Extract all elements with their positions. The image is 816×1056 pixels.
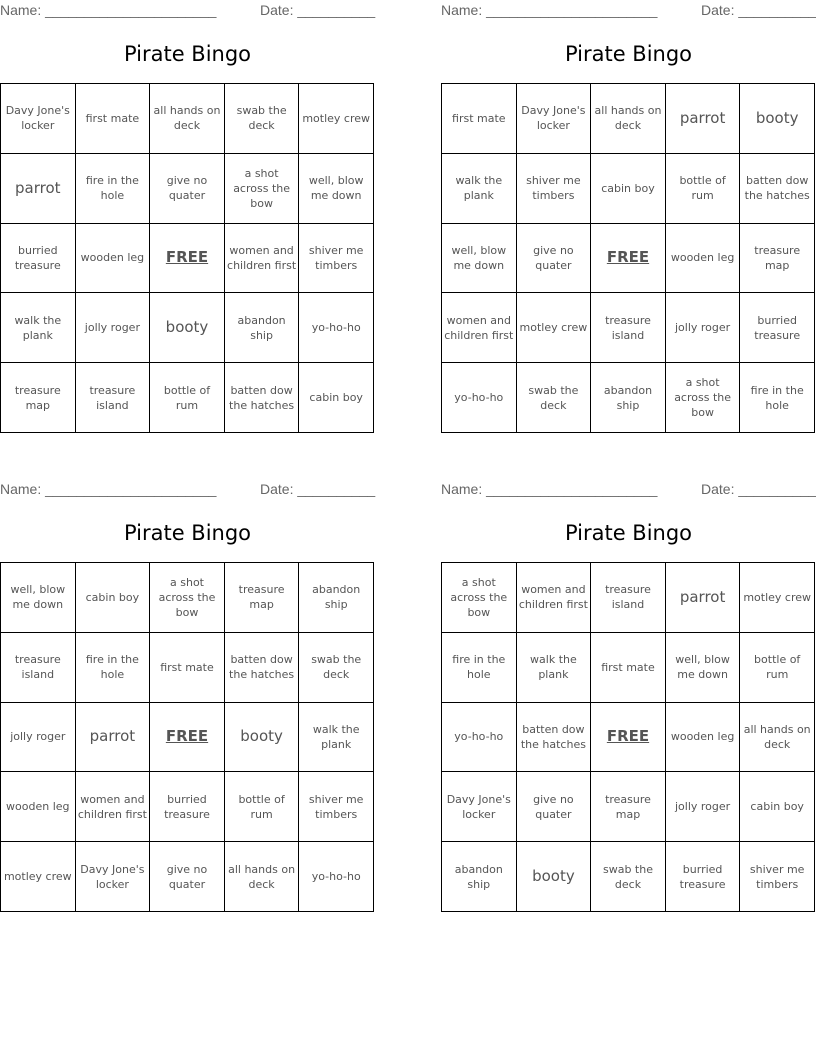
name-field-label: Name: ______________________ xyxy=(441,2,658,18)
bingo-cell: wooden leg xyxy=(666,224,741,294)
card-title: Pirate Bingo xyxy=(123,521,252,545)
card-title: Pirate Bingo xyxy=(123,42,252,66)
date-field-label: Date: __________ xyxy=(701,481,816,497)
bingo-cell: treasure island xyxy=(1,633,76,703)
bingo-cell: batten dow the hatches xyxy=(225,633,300,703)
bingo-cell: shiver me timbers xyxy=(299,224,374,294)
bingo-cell: well, blow me down xyxy=(299,154,374,224)
bingo-cell: yo-ho-ho xyxy=(299,842,374,912)
bingo-cell: walk the plank xyxy=(299,703,374,773)
bingo-cell: first mate xyxy=(76,84,151,154)
bingo-cell: parrot xyxy=(76,703,151,773)
date-field-label: Date: __________ xyxy=(260,481,376,497)
bingo-cell: give no quater xyxy=(517,224,592,294)
name-field-label: Name: ______________________ xyxy=(0,2,217,18)
bingo-cell: treasure island xyxy=(76,363,151,433)
bingo-cell: a shot across the bow xyxy=(442,563,517,633)
bingo-cell: cabin boy xyxy=(299,363,374,433)
bingo-cell: women and children first xyxy=(517,563,592,633)
bingo-cell: Davy Jone's locker xyxy=(517,84,592,154)
bingo-cell: shiver me timbers xyxy=(517,154,592,224)
bingo-cell: parrot xyxy=(1,154,76,224)
name-date-line xyxy=(0,2,375,20)
bingo-cell: give no quater xyxy=(150,154,225,224)
bingo-cell: first mate xyxy=(150,633,225,703)
bingo-grid xyxy=(0,562,374,912)
bingo-cell: motley crew xyxy=(1,842,76,912)
bingo-cell: abandon ship xyxy=(299,563,374,633)
bingo-cell: abandon ship xyxy=(225,293,300,363)
bingo-cell: batten dow the hatches xyxy=(740,154,815,224)
bingo-cell: wooden leg xyxy=(1,772,76,842)
free-space-cell: FREE xyxy=(150,703,225,773)
bingo-card-3 xyxy=(0,479,375,909)
bingo-cell: swab the deck xyxy=(591,842,666,912)
bingo-cell: a shot across the bow xyxy=(150,563,225,633)
bingo-cell: first mate xyxy=(591,633,666,703)
bingo-cell: fire in the hole xyxy=(442,633,517,703)
bingo-cell: treasure map xyxy=(740,224,815,294)
bingo-cell: treasure map xyxy=(1,363,76,433)
bingo-cell: wooden leg xyxy=(666,703,741,773)
bingo-cell: fire in the hole xyxy=(76,633,151,703)
bingo-cell: batten dow the hatches xyxy=(517,703,592,773)
bingo-cell: bottle of rum xyxy=(150,363,225,433)
bingo-cell: booty xyxy=(150,293,225,363)
bingo-cell: yo-ho-ho xyxy=(442,363,517,433)
bingo-cell: treasure map xyxy=(591,772,666,842)
bingo-cell: shiver me timbers xyxy=(740,842,815,912)
bingo-cell: jolly roger xyxy=(666,772,741,842)
bingo-cell: booty xyxy=(517,842,592,912)
date-field-label: Date: __________ xyxy=(260,2,376,18)
bingo-cell: cabin boy xyxy=(76,563,151,633)
bingo-cell: yo-ho-ho xyxy=(442,703,517,773)
name-field-label: Name: ______________________ xyxy=(441,481,658,497)
bingo-cell: cabin boy xyxy=(740,772,815,842)
bingo-card-4 xyxy=(441,479,816,909)
bingo-cell: give no quater xyxy=(517,772,592,842)
bingo-cell: yo-ho-ho xyxy=(299,293,374,363)
bingo-cell: burried treasure xyxy=(666,842,741,912)
bingo-card-2 xyxy=(441,0,816,430)
bingo-cell: fire in the hole xyxy=(76,154,151,224)
name-date-line xyxy=(441,481,816,499)
free-space-cell: FREE xyxy=(150,224,225,294)
bingo-cell: treasure island xyxy=(591,293,666,363)
card-title: Pirate Bingo xyxy=(564,42,693,66)
bingo-cell: swab the deck xyxy=(517,363,592,433)
bingo-cell: bottle of rum xyxy=(225,772,300,842)
bingo-cell: abandon ship xyxy=(442,842,517,912)
bingo-cell: jolly roger xyxy=(76,293,151,363)
free-space-cell: FREE xyxy=(591,703,666,773)
bingo-cell: well, blow me down xyxy=(666,633,741,703)
bingo-cell: all hands on deck xyxy=(225,842,300,912)
bingo-cell: Davy Jone's locker xyxy=(76,842,151,912)
bingo-cell: treasure map xyxy=(225,563,300,633)
name-field-label: Name: ______________________ xyxy=(0,481,217,497)
bingo-cell: parrot xyxy=(666,84,741,154)
bingo-cell: motley crew xyxy=(740,563,815,633)
bingo-cell: walk the plank xyxy=(1,293,76,363)
bingo-cell: parrot xyxy=(666,563,741,633)
bingo-cell: a shot across the bow xyxy=(666,363,741,433)
date-field-label: Date: __________ xyxy=(701,2,816,18)
bingo-cell: well, blow me down xyxy=(442,224,517,294)
bingo-cell: Davy Jone's locker xyxy=(1,84,76,154)
name-date-line xyxy=(0,481,375,499)
bingo-cell: well, blow me down xyxy=(1,563,76,633)
name-date-line xyxy=(441,2,816,20)
bingo-card-1 xyxy=(0,0,375,430)
bingo-cell: all hands on deck xyxy=(591,84,666,154)
bingo-grid xyxy=(0,83,374,433)
bingo-cell: a shot across the bow xyxy=(225,154,300,224)
bingo-cell: burried treasure xyxy=(740,293,815,363)
bingo-cell: batten dow the hatches xyxy=(225,363,300,433)
bingo-cell: motley crew xyxy=(299,84,374,154)
bingo-cell: shiver me timbers xyxy=(299,772,374,842)
free-space-cell: FREE xyxy=(591,224,666,294)
bingo-cell: first mate xyxy=(442,84,517,154)
bingo-cell: swab the deck xyxy=(299,633,374,703)
bingo-cell: walk the plank xyxy=(442,154,517,224)
bingo-grid xyxy=(441,562,815,912)
bingo-cell: motley crew xyxy=(517,293,592,363)
bingo-cell: all hands on deck xyxy=(740,703,815,773)
bingo-grid xyxy=(441,83,815,433)
bingo-cell: jolly roger xyxy=(1,703,76,773)
bingo-cell: fire in the hole xyxy=(740,363,815,433)
bingo-cell: jolly roger xyxy=(666,293,741,363)
bingo-cell: burried treasure xyxy=(150,772,225,842)
bingo-cell: cabin boy xyxy=(591,154,666,224)
bingo-cell: all hands on deck xyxy=(150,84,225,154)
bingo-cell: burried treasure xyxy=(1,224,76,294)
bingo-cell: women and children first xyxy=(76,772,151,842)
card-title: Pirate Bingo xyxy=(564,521,693,545)
bingo-cell: bottle of rum xyxy=(666,154,741,224)
bingo-cell: women and children first xyxy=(225,224,300,294)
bingo-cell: booty xyxy=(225,703,300,773)
bingo-cell: booty xyxy=(740,84,815,154)
bingo-cell: abandon ship xyxy=(591,363,666,433)
bingo-cell: treasure island xyxy=(591,563,666,633)
bingo-cell: Davy Jone's locker xyxy=(442,772,517,842)
bingo-cell: swab the deck xyxy=(225,84,300,154)
bingo-cell: bottle of rum xyxy=(740,633,815,703)
bingo-cell: wooden leg xyxy=(76,224,151,294)
bingo-cell: walk the plank xyxy=(517,633,592,703)
bingo-cell: give no quater xyxy=(150,842,225,912)
bingo-cell: women and children first xyxy=(442,293,517,363)
